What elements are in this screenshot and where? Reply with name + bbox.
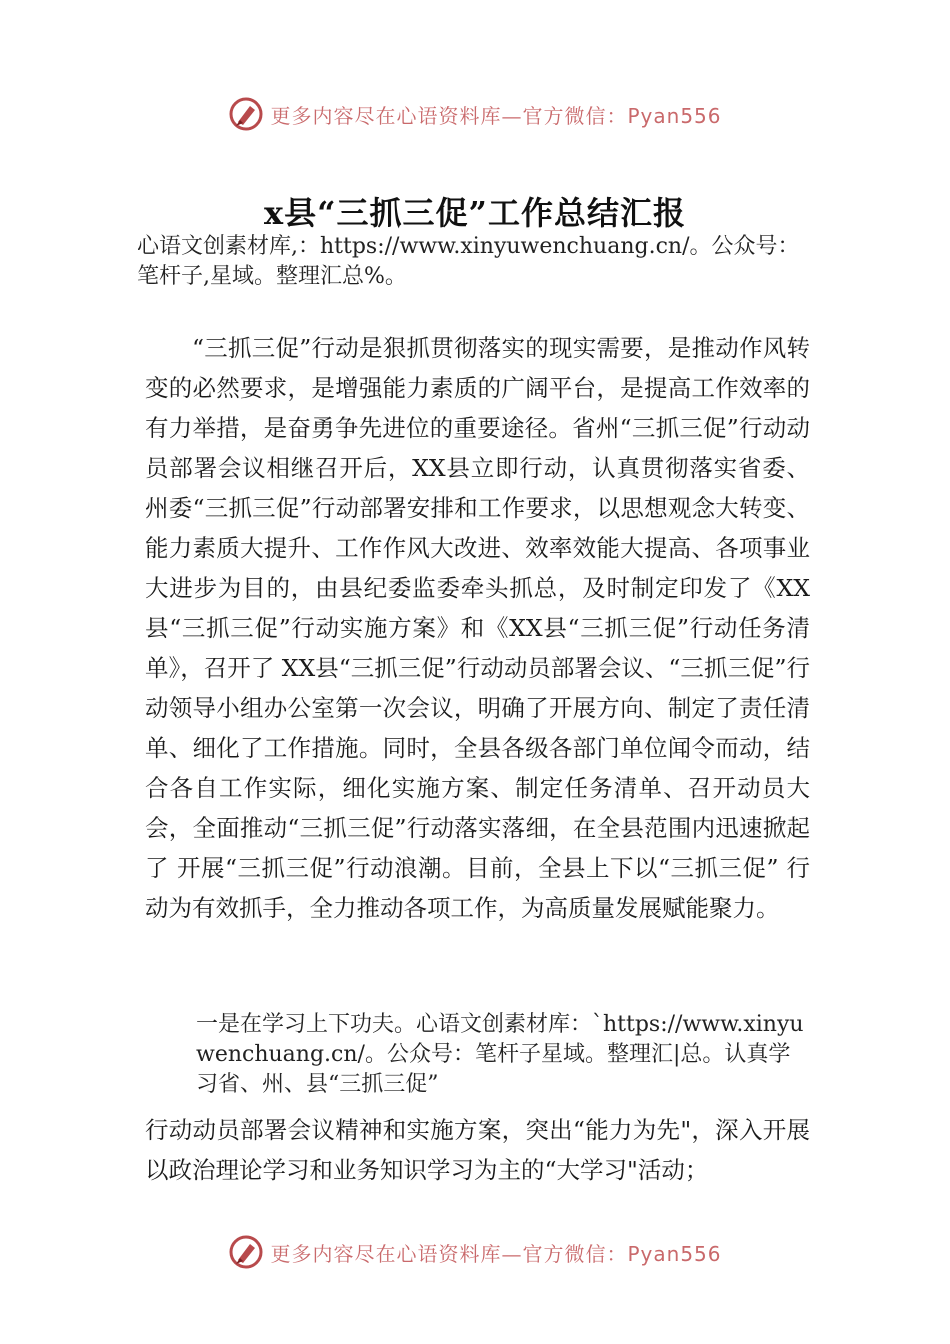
banner-text-wechat-id: Pyan556 bbox=[627, 1241, 722, 1266]
sub-heading-paragraph: 一是在学习上下功夫。心语文创素材库：`https://www.xinyuwenchuang.cn/。公众号：笔杆子星域。整理汇|总。认真学习省、州、县“三抓三促” bbox=[196, 1012, 804, 1097]
pen-nib-logo-icon bbox=[228, 1234, 264, 1270]
header-banner bbox=[0, 94, 950, 134]
source-note: 心语文创素材库,：https://www.xinyuwenchuang.cn/。公众号：笔杆子,星域。整理汇总%。 bbox=[137, 234, 800, 289]
document-title: x县“三抓三促”工作总结汇报 bbox=[264, 194, 686, 232]
body-paragraph: “三抓三促”行动是狠抓贯彻落实的现实需要，是推动作风转变的必然要求，是增强能力素质的广阔平台，是提高工作效率的有力举措，是奋勇争先进位的重要途径。省州“三抓三促”行动动员部署会议相继召开后，XX县立即行动，认真贯彻落实省委、州委“三抓三促”行动部署安排和工作要求，以思想观念大转变、能力素质大提升、工作作风大改进、效率效能大提高、各项事业大进步为目的，由县纪委监委牵头抓总，及时制定印发了《XX县“三抓三促”行动实施方案》和《XX县“三抓三促”行动任务清单》，召开了 XX县“三抓三促”行动动员部署会议、“三抓三促”行动领导小组办公室第一次会议，明确了开展方向、制定了责任清单、细化了工作措施。同时，全县各级各部门单位闻令而动，结合各自工作实际，细化实施方案、制定任务清单、召开动员大会，全面推动“三抓三促”行动落实落细，在全县范围内迅速掀起了 开展“三抓三促”行动浪潮。目前，全县上下以“三抓三促” 行动为有效抓手，全力推动各项工作，为高质量发展赋能聚力。 bbox=[145, 334, 810, 922]
banner-text-wechat-id: Pyan556 bbox=[627, 103, 722, 128]
footer-banner bbox=[0, 1232, 950, 1272]
banner-text bbox=[270, 1238, 721, 1267]
banner-text-cn: 更多内容尽在心语资料库—官方微信： bbox=[270, 103, 628, 128]
tail-paragraph: 行动动员部署会议精神和实施方案，突出“能力为先"，深入开展以政治理论学习和业务知识学习为主的“大学习"活动； bbox=[145, 1116, 810, 1184]
pen-nib-logo-icon bbox=[228, 96, 264, 132]
banner-text bbox=[270, 100, 721, 129]
banner-text-cn: 更多内容尽在心语资料库—官方微信： bbox=[270, 1241, 628, 1266]
